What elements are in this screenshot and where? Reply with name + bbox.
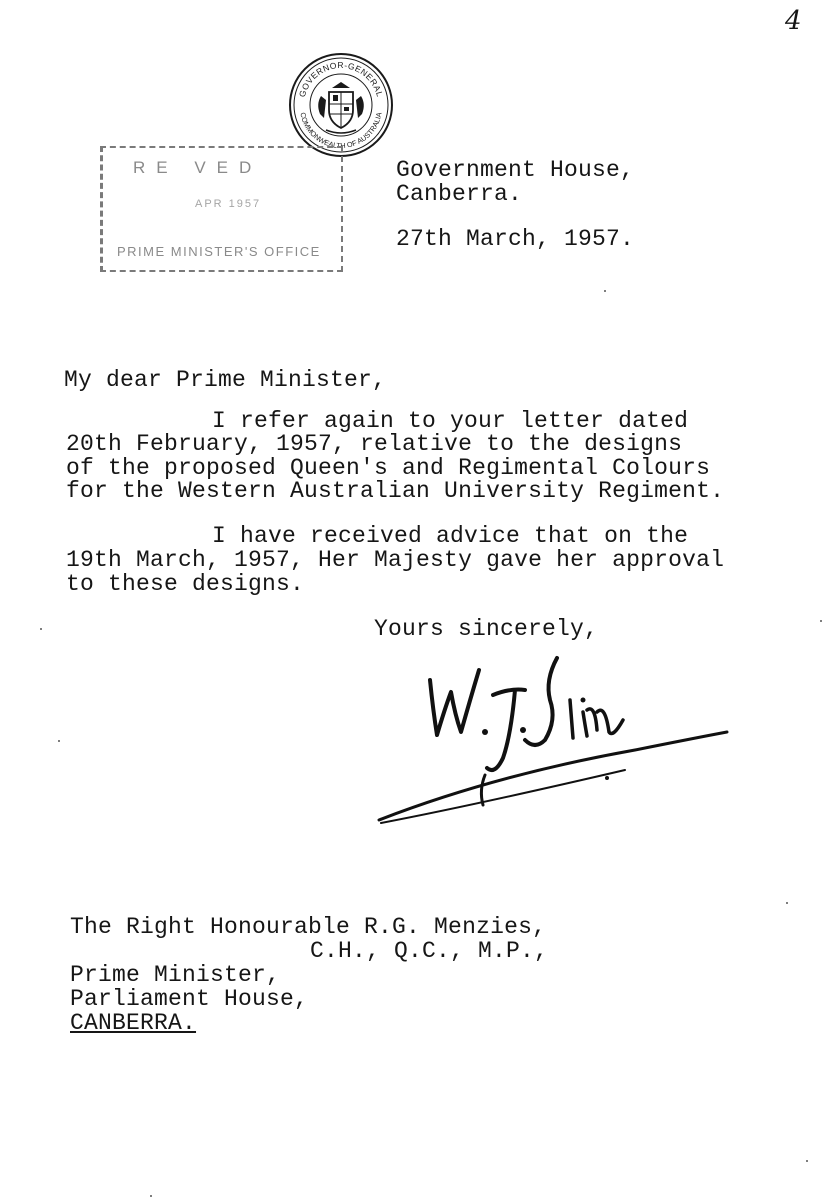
seal-text-bottom: COMMONWEALTH OF AUSTRALIA — [298, 111, 384, 151]
body-para2-line-2: 19th March, 1957, Her Majesty gave her approval — [66, 547, 725, 573]
letter-date: 27th March, 1957. — [396, 226, 635, 252]
scan-speck — [604, 290, 606, 292]
body-para1-line-3: of the proposed Queen's and Regimental Colours — [66, 455, 711, 481]
body-para2-line-3: to these designs. — [66, 571, 305, 597]
sender-address-line-2: Canberra. — [396, 181, 523, 207]
recipient-line-2: C.H., Q.C., M.P., — [310, 938, 549, 964]
stamp-office-text: PRIME MINISTER'S OFFICE — [117, 244, 321, 259]
seal-text-top: GOVERNOR-GENERAL — [296, 59, 386, 99]
scan-speck — [820, 620, 822, 622]
salutation: My dear Prime Minister, — [64, 367, 387, 393]
body-para1-line-1: I refer again to your letter dated — [212, 408, 689, 434]
scan-speck — [150, 1195, 152, 1197]
scan-speck — [806, 1160, 808, 1162]
recipient-line-1: The Right Honourable R.G. Menzies, — [70, 914, 547, 940]
closing: Yours sincerely, — [374, 616, 599, 642]
received-stamp — [100, 146, 343, 272]
handwritten-signature — [375, 640, 730, 835]
stamp-date-text: APR 1957 — [195, 198, 262, 210]
scan-speck — [58, 740, 60, 742]
recipient-line-5: CANBERRA. — [70, 1010, 197, 1036]
recipient-line-4: Parliament House, — [70, 986, 309, 1012]
recipient-line-3: Prime Minister, — [70, 962, 281, 988]
stamp-received-text: RE VED — [133, 158, 263, 177]
body-para1-line-2: 20th February, 1957, relative to the designs — [66, 431, 683, 457]
sender-address-line-1: Government House, — [396, 157, 635, 183]
scan-speck — [786, 902, 788, 904]
governor-general-seal — [288, 52, 394, 158]
page-number-annotation: 4 — [785, 6, 802, 36]
body-para1-line-4: for the Western Australian University Regiment. — [66, 478, 725, 504]
scan-speck — [40, 628, 42, 630]
body-para2-line-1: I have received advice that on the — [212, 523, 689, 549]
